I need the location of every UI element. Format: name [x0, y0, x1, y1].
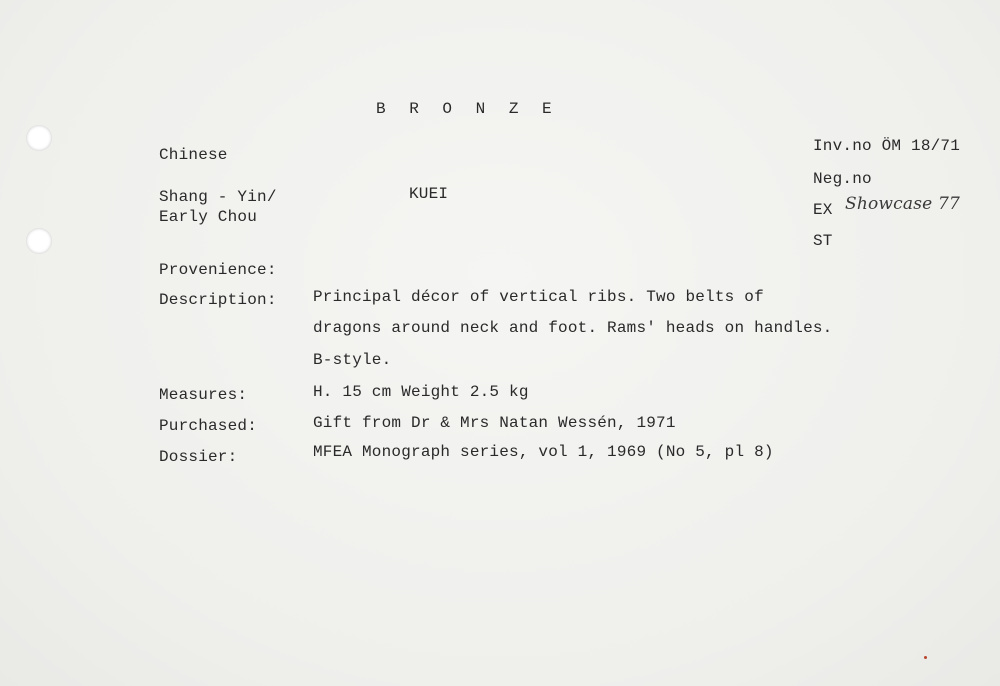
origin-text: Chinese — [159, 146, 228, 164]
description-label: Description: — [159, 291, 277, 309]
description-line-1: Principal décor of vertical ribs. Two belts of — [313, 288, 764, 306]
provenience-label: Provenience: — [159, 261, 277, 279]
dossier-label: Dossier: — [159, 448, 238, 466]
measures-value: H. 15 cm Weight 2.5 kg — [313, 383, 529, 401]
paper-speck — [924, 656, 927, 659]
ex-label: EX — [813, 201, 833, 219]
purchased-label: Purchased: — [159, 417, 258, 435]
dossier-value: MFEA Monograph series, vol 1, 1969 (No 5, pl 8) — [313, 443, 774, 461]
punch-hole-bottom — [26, 228, 52, 254]
description-line-2: dragons around neck and foot. Rams' heads on handles. — [313, 319, 833, 337]
material-heading: B R O N Z E — [376, 100, 559, 118]
punch-hole-top — [26, 125, 52, 151]
st-label: ST — [813, 232, 833, 250]
purchased-value: Gift from Dr & Mrs Natan Wessén, 1971 — [313, 414, 676, 432]
object-name: KUEI — [409, 185, 449, 203]
period-line-2: Early Chou — [159, 208, 258, 226]
measures-label: Measures: — [159, 386, 248, 404]
period-line-1: Shang - Yin/ — [159, 188, 277, 206]
negative-number-label: Neg.no — [813, 170, 872, 188]
ex-handwritten-note: Showcase 77 — [845, 194, 961, 214]
inventory-number: Inv.no ÖM 18/71 — [813, 137, 961, 155]
description-line-3: B-style. — [313, 351, 392, 369]
